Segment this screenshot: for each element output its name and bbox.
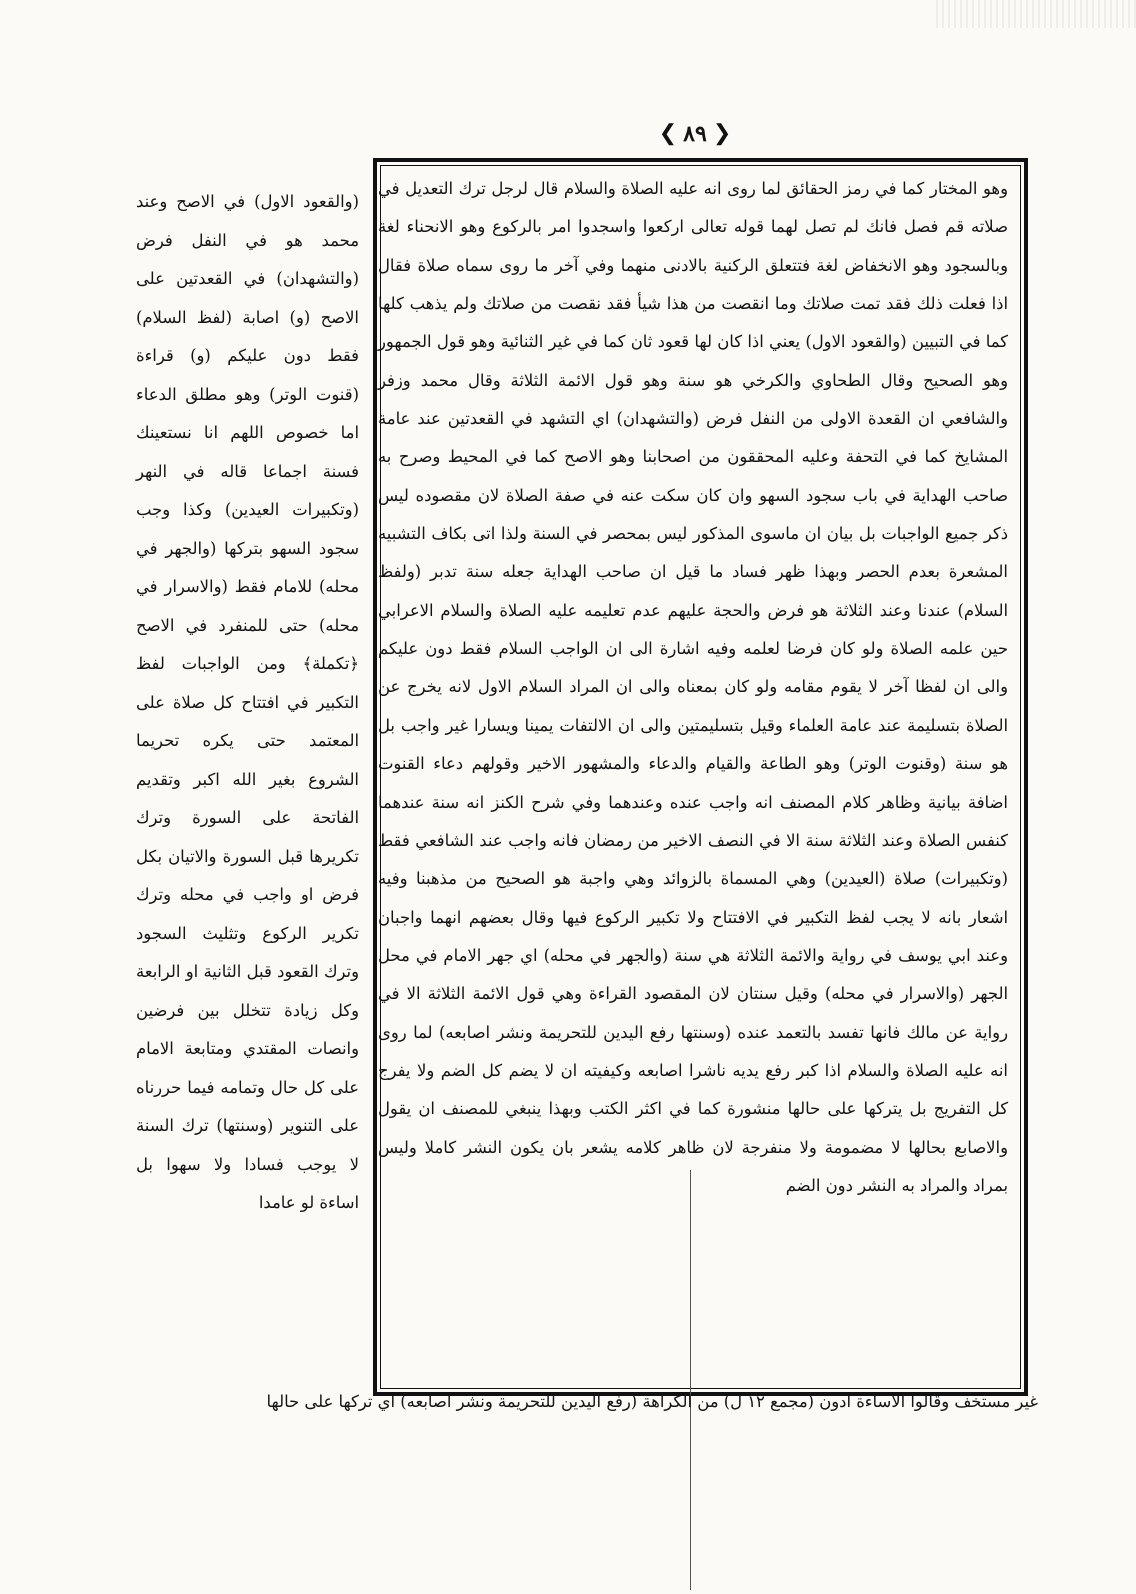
page-number-header (620, 118, 770, 150)
scan-noise (936, 0, 1136, 28)
margin-text-column (136, 183, 359, 1401)
footer-line: غير مستخف وقالوا الاساءة ادون (مجمع ١٢ ل) من الكراهة (رفع اليدين للتحريمة ونشر اصابعه) اي تركها على حالها (266, 1392, 1038, 1411)
margin-commentary-text: (والقعود الاول) في الاصح وعند محمد هو في النفل فرض (والتشهدان) في القعدتين على الاصح (و) اصابة (لفظ السلام) فقط دون عليكم (و) قراءة (قنوت الوتر) وهو مطلق الدعاء اما خصوص اللهم انا نستعينك فسنة اجماعا قاله في النهر (وتكبيرات العيدين) وكذا وجب سجود السهو بتركها (والجهر في محله) للامام فقط (والاسرار في محله) حتى للمنفرد في الاصح ﴿تكملة﴾ ومن الواجبات لفظ التكبير في افتتاح كل صلاة على المعتمد حتى يكره تحريما الشروع بغير الله اكبر وتقديم الفاتحة على السورة وترك تكريرها قبل السورة والاتيان بكل فرض او واجب في محله وترك تكرير الركوع وتثليث السجود وترك القعود قبل الثانية او الرابعة وكل زيادة تتخلل بين فرضين وانصات المقتدي ومتابعة الامام على كل حال وتمامه فيما حررناه على التنوير (وسنتها) ترك السنة لا يوجب فسادا ولا سهوا بل اساءة لو عامدا (136, 192, 359, 1212)
right-ornament-icon: ❯ (712, 121, 732, 146)
left-ornament-icon: ❮ (658, 121, 678, 146)
main-text-block (378, 170, 1008, 1388)
gutter-crease (690, 1170, 691, 1590)
page-number: ٨٩ (683, 121, 707, 147)
main-commentary-text: وهو المختار كما في رمز الحقائق لما روى انه عليه الصلاة والسلام قال لرجل ترك التعديل في صلاته قم فصل فانك لم تصل لهما قوله تعالى اركعوا واسجدوا امر بالركوع وهو الانحناء لغة وبالسجود وهو الانخفاض لغة فتتعلق الركنية بالادنى منهما وفي آخر ما روى سماه صلاة فقال اذا فعلت ذلك فقد تمت صلاتك وما انقصت من هذا شيأ فقد نقصت من صلاتك ولم يذهب كلها كما في التبيين (والقعود الاول) يعني اذا كان لها قعود ثان كما في غير الثنائية وهو قول الجمهور وهو الصحيح وقال الطحاوي والكرخي هو سنة وهو قول الائمة الثلاثة وقال محمد وزفر والشافعي ان القعدة الاولى من النفل فرض (والتشهدان) اي التشهد في القعدتين عند عامة المشايخ كما في التحفة وعليه المحققون من اصحابنا وهو الاصح كما في المحيط وصرح به صاحب الهداية في باب سجود السهو وان كان سكت عنه في صفة الصلاة لان مقصوده ليس ذكر جميع الواجبات بل بيان ان ماسوى المذكور ليس بمحصر في السنة ولذا اتى بكاف التشبيه المشعرة بعدم الحصر وبهذا ظهر فساد ما قيل ان صاحب الهداية جعله سنة تدبر (ولفظ السلام) عندنا وعند الثلاثة هو فرض والحجة عليهم عدم تعليمه عليه الصلاة والسلام الاعرابي حين علمه الصلاة ولو كان فرضا لعلمه وفيه اشارة الى ان الواجب السلام فقط دون عليكم والى ان لفظا آخر لا يقوم مقامه ولو كان بمعناه والى ان المراد السلام الاول لانه يخرج عن الصلاة بتسليمة عند عامة العلماء وقيل بتسليمتين والى ان الالتفات يمينا ويسارا غير واجب بل هو سنة (وقنوت الوتر) وهو الطاعة والقيام والدعاء والمشهور الاخير وقولهم دعاء القنوت اضافة بيانية وظاهر كلام المصنف انه واجب عنده وعندهما وفي شرح الكنز انه سنة عندهما كنفس الصلاة وعند الثلاثة سنة الا في النصف الاخير من رمضان فانه واجب عند الشافعي فقط (وتكبيرات) صلاة (العيدين) وهي المسماة بالزوائد وهي واجبة هو الصحيح من مذهبنا وفيه اشعار بانه لا يجب لفظ التكبير في الافتتاح ولا تكبير الركوع فيها وقال بعضهم انهما واجبان وعند ابي يوسف في رواية والائمة الثلاثة هي سنة (والجهر في محله) اي جهر الامام في محل الجهر (والاسرار في محله) وقيل سنتان لان المقصود القراءة وهي قول الائمة الثلاثة الا في رواية عن مالك فانها تفسد بالتعمد عنده (وسنتها رفع اليدين للتحريمة ونشر اصابعه) لما روى انه عليه الصلاة والسلام اذا كبر رفع يديه ناشرا اصابعه وكيفيته ان لا يضم كل الضم ولا يفرج كل التفريج بل يتركها على حالها منشورة كما في اكثر الكتب وبهذا ينبغي للمصنف ان يقول والاصابع بحالها لا مضمومة ولا منفرجة لان ظاهر كلامه يشعر بان يكون النشر كاملا وليس بمراد والمراد به النشر دون الضم (378, 179, 1008, 1195)
